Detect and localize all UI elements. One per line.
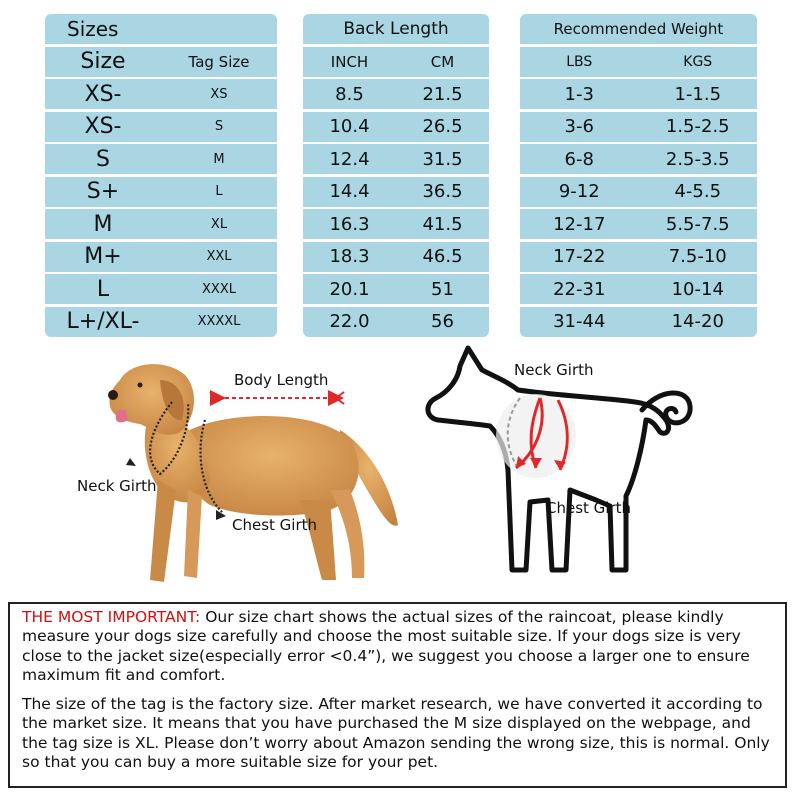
inch-cell: 10.4 bbox=[329, 116, 370, 137]
weight-title-row bbox=[520, 14, 757, 44]
dog-front-leg bbox=[150, 480, 176, 582]
notice-text-1: Our size chart shows the actual sizes of the raincoat, please kindly measure your dogs size carefully and choose the most suitable size. If your dogs size is very close to the jacket size(especially error <0.4”), we suggest you choose a larger one to ensure maximum fit and comfort. bbox=[22, 608, 750, 684]
cm-cell: 46.5 bbox=[422, 246, 463, 267]
kgs-cell: 7.5-10 bbox=[668, 246, 727, 267]
kgs-cell: 1-1.5 bbox=[674, 83, 722, 105]
table-row bbox=[303, 274, 489, 304]
inch-cell: 12.4 bbox=[329, 148, 370, 170]
cm-cell: 51 bbox=[431, 278, 454, 300]
lbs-cell: 22-31 bbox=[553, 278, 606, 300]
back-length-header-row bbox=[303, 47, 489, 77]
back-length-title: Back Length bbox=[343, 19, 449, 39]
lbs-cell: 9-12 bbox=[558, 181, 600, 202]
table-row bbox=[45, 307, 277, 337]
kgs-cell: 4-5.5 bbox=[674, 181, 722, 202]
table-row bbox=[520, 112, 757, 142]
kgs-cell: 14-20 bbox=[671, 311, 724, 332]
tag-size-cell: M bbox=[213, 151, 225, 167]
tag-size-cell: XL bbox=[210, 216, 228, 232]
tag-size-cell: XXXL bbox=[202, 281, 236, 297]
tag-size-cell: XXL bbox=[206, 249, 232, 264]
arrowhead-right bbox=[336, 392, 344, 404]
column-header-kgs: KGS bbox=[683, 53, 713, 70]
weight-header-row bbox=[520, 47, 757, 77]
lbs-cell: 1-3 bbox=[564, 83, 594, 105]
outline-neck-girth-label: Neck Girth bbox=[514, 361, 594, 379]
back-length-title-row bbox=[303, 14, 489, 44]
inch-cell: 22.0 bbox=[329, 311, 370, 332]
notice-text-2: The size of the tag is the factory size. After market research, we have converted it according to the market size. It means that you have purchased the M size displayed on the webpage, and the tag size is XL. Please don’t worry about Amazon sending the wrong size, this is normal. Only so that you can buy a more suitable size for your pet. bbox=[22, 695, 770, 772]
table-row bbox=[45, 209, 277, 239]
neck-girth-label: Neck Girth bbox=[77, 477, 157, 495]
cm-cell: 26.5 bbox=[422, 116, 463, 137]
notice-paragraph-1 bbox=[22, 608, 779, 685]
size-cell: XS- bbox=[84, 114, 122, 139]
table-row bbox=[45, 79, 277, 109]
lbs-cell: 31-44 bbox=[553, 311, 606, 332]
dog-body bbox=[184, 416, 358, 515]
cm-cell: 31.5 bbox=[422, 148, 463, 170]
back-length-table bbox=[303, 14, 489, 337]
cm-cell: 21.5 bbox=[422, 83, 463, 105]
size-cell: XS- bbox=[84, 81, 122, 107]
kgs-cell: 1.5-2.5 bbox=[665, 116, 730, 137]
table-row bbox=[303, 307, 489, 337]
sizes-table-title-row bbox=[45, 14, 277, 44]
inch-cell: 18.3 bbox=[329, 246, 370, 267]
tag-size-cell: S bbox=[214, 119, 224, 134]
notice-paragraph-2 bbox=[22, 695, 779, 772]
table-row bbox=[303, 177, 489, 207]
neck-arrowhead bbox=[126, 458, 136, 466]
important-prefix: THE MOST IMPORTANT: bbox=[22, 608, 201, 626]
table-row bbox=[520, 177, 757, 207]
dog-eye bbox=[138, 383, 143, 388]
dog-front-leg bbox=[184, 490, 202, 578]
dog-nose bbox=[108, 390, 118, 400]
inch-cell: 8.5 bbox=[335, 83, 364, 105]
weight-title: Recommended Weight bbox=[553, 20, 724, 38]
recommended-weight-table bbox=[520, 14, 757, 337]
cm-cell: 36.5 bbox=[422, 181, 463, 202]
sizes-table-title: Sizes bbox=[67, 17, 119, 41]
tag-size-cell: XXXXL bbox=[197, 314, 241, 329]
table-row bbox=[303, 79, 489, 109]
chest-girth-label: Chest Girth bbox=[232, 516, 318, 534]
cm-cell: 56 bbox=[431, 311, 454, 332]
sizes-table bbox=[45, 14, 277, 337]
table-row bbox=[303, 144, 489, 174]
table-row bbox=[303, 242, 489, 272]
table-row bbox=[45, 274, 277, 304]
size-cell: S+ bbox=[86, 179, 120, 204]
measurement-illustrations bbox=[0, 340, 800, 600]
inch-cell: 16.3 bbox=[329, 213, 370, 235]
size-cell: L bbox=[96, 276, 110, 302]
table-row bbox=[520, 242, 757, 272]
table-row bbox=[45, 177, 277, 207]
column-header-lbs: LBS bbox=[566, 53, 593, 70]
lbs-cell: 17-22 bbox=[553, 246, 606, 267]
table-row bbox=[303, 209, 489, 239]
table-row bbox=[520, 209, 757, 239]
important-notice-box bbox=[8, 602, 787, 788]
arrowhead-left bbox=[210, 392, 218, 404]
tag-size-cell: L bbox=[215, 184, 223, 199]
size-cell: M bbox=[93, 211, 113, 237]
dog-photo-illustration bbox=[0, 340, 420, 600]
kgs-cell: 5.5-7.5 bbox=[665, 213, 730, 235]
table-row bbox=[45, 144, 277, 174]
sizes-table-header-row bbox=[45, 47, 277, 77]
inch-cell: 20.1 bbox=[329, 278, 370, 300]
table-row bbox=[520, 274, 757, 304]
lbs-cell: 3-6 bbox=[564, 116, 594, 137]
size-cell: L+/XL- bbox=[66, 309, 140, 334]
column-header-tag-size: Tag Size bbox=[188, 52, 250, 71]
lbs-cell: 6-8 bbox=[564, 148, 594, 170]
outline-chest-girth-label: Chest Girth bbox=[546, 499, 632, 517]
column-header-cm: CM bbox=[430, 52, 455, 71]
dog-tongue bbox=[116, 410, 128, 422]
dog-hind-leg bbox=[300, 500, 336, 580]
kgs-cell: 10-14 bbox=[671, 278, 724, 300]
table-row bbox=[520, 307, 757, 337]
lbs-cell: 12-17 bbox=[553, 213, 606, 235]
table-row bbox=[520, 144, 757, 174]
cm-cell: 41.5 bbox=[422, 213, 463, 235]
table-row bbox=[303, 112, 489, 142]
size-cell: M+ bbox=[84, 244, 122, 269]
inch-cell: 14.4 bbox=[329, 181, 370, 202]
column-header-size: Size bbox=[80, 49, 126, 74]
column-header-inch: INCH bbox=[330, 52, 369, 71]
size-cell: S bbox=[96, 146, 110, 172]
table-row bbox=[45, 242, 277, 272]
table-row bbox=[45, 112, 277, 142]
body-length-label: Body Length bbox=[234, 371, 329, 389]
tag-size-cell: XS bbox=[210, 86, 228, 102]
kgs-cell: 2.5-3.5 bbox=[665, 148, 730, 170]
table-row bbox=[520, 79, 757, 109]
